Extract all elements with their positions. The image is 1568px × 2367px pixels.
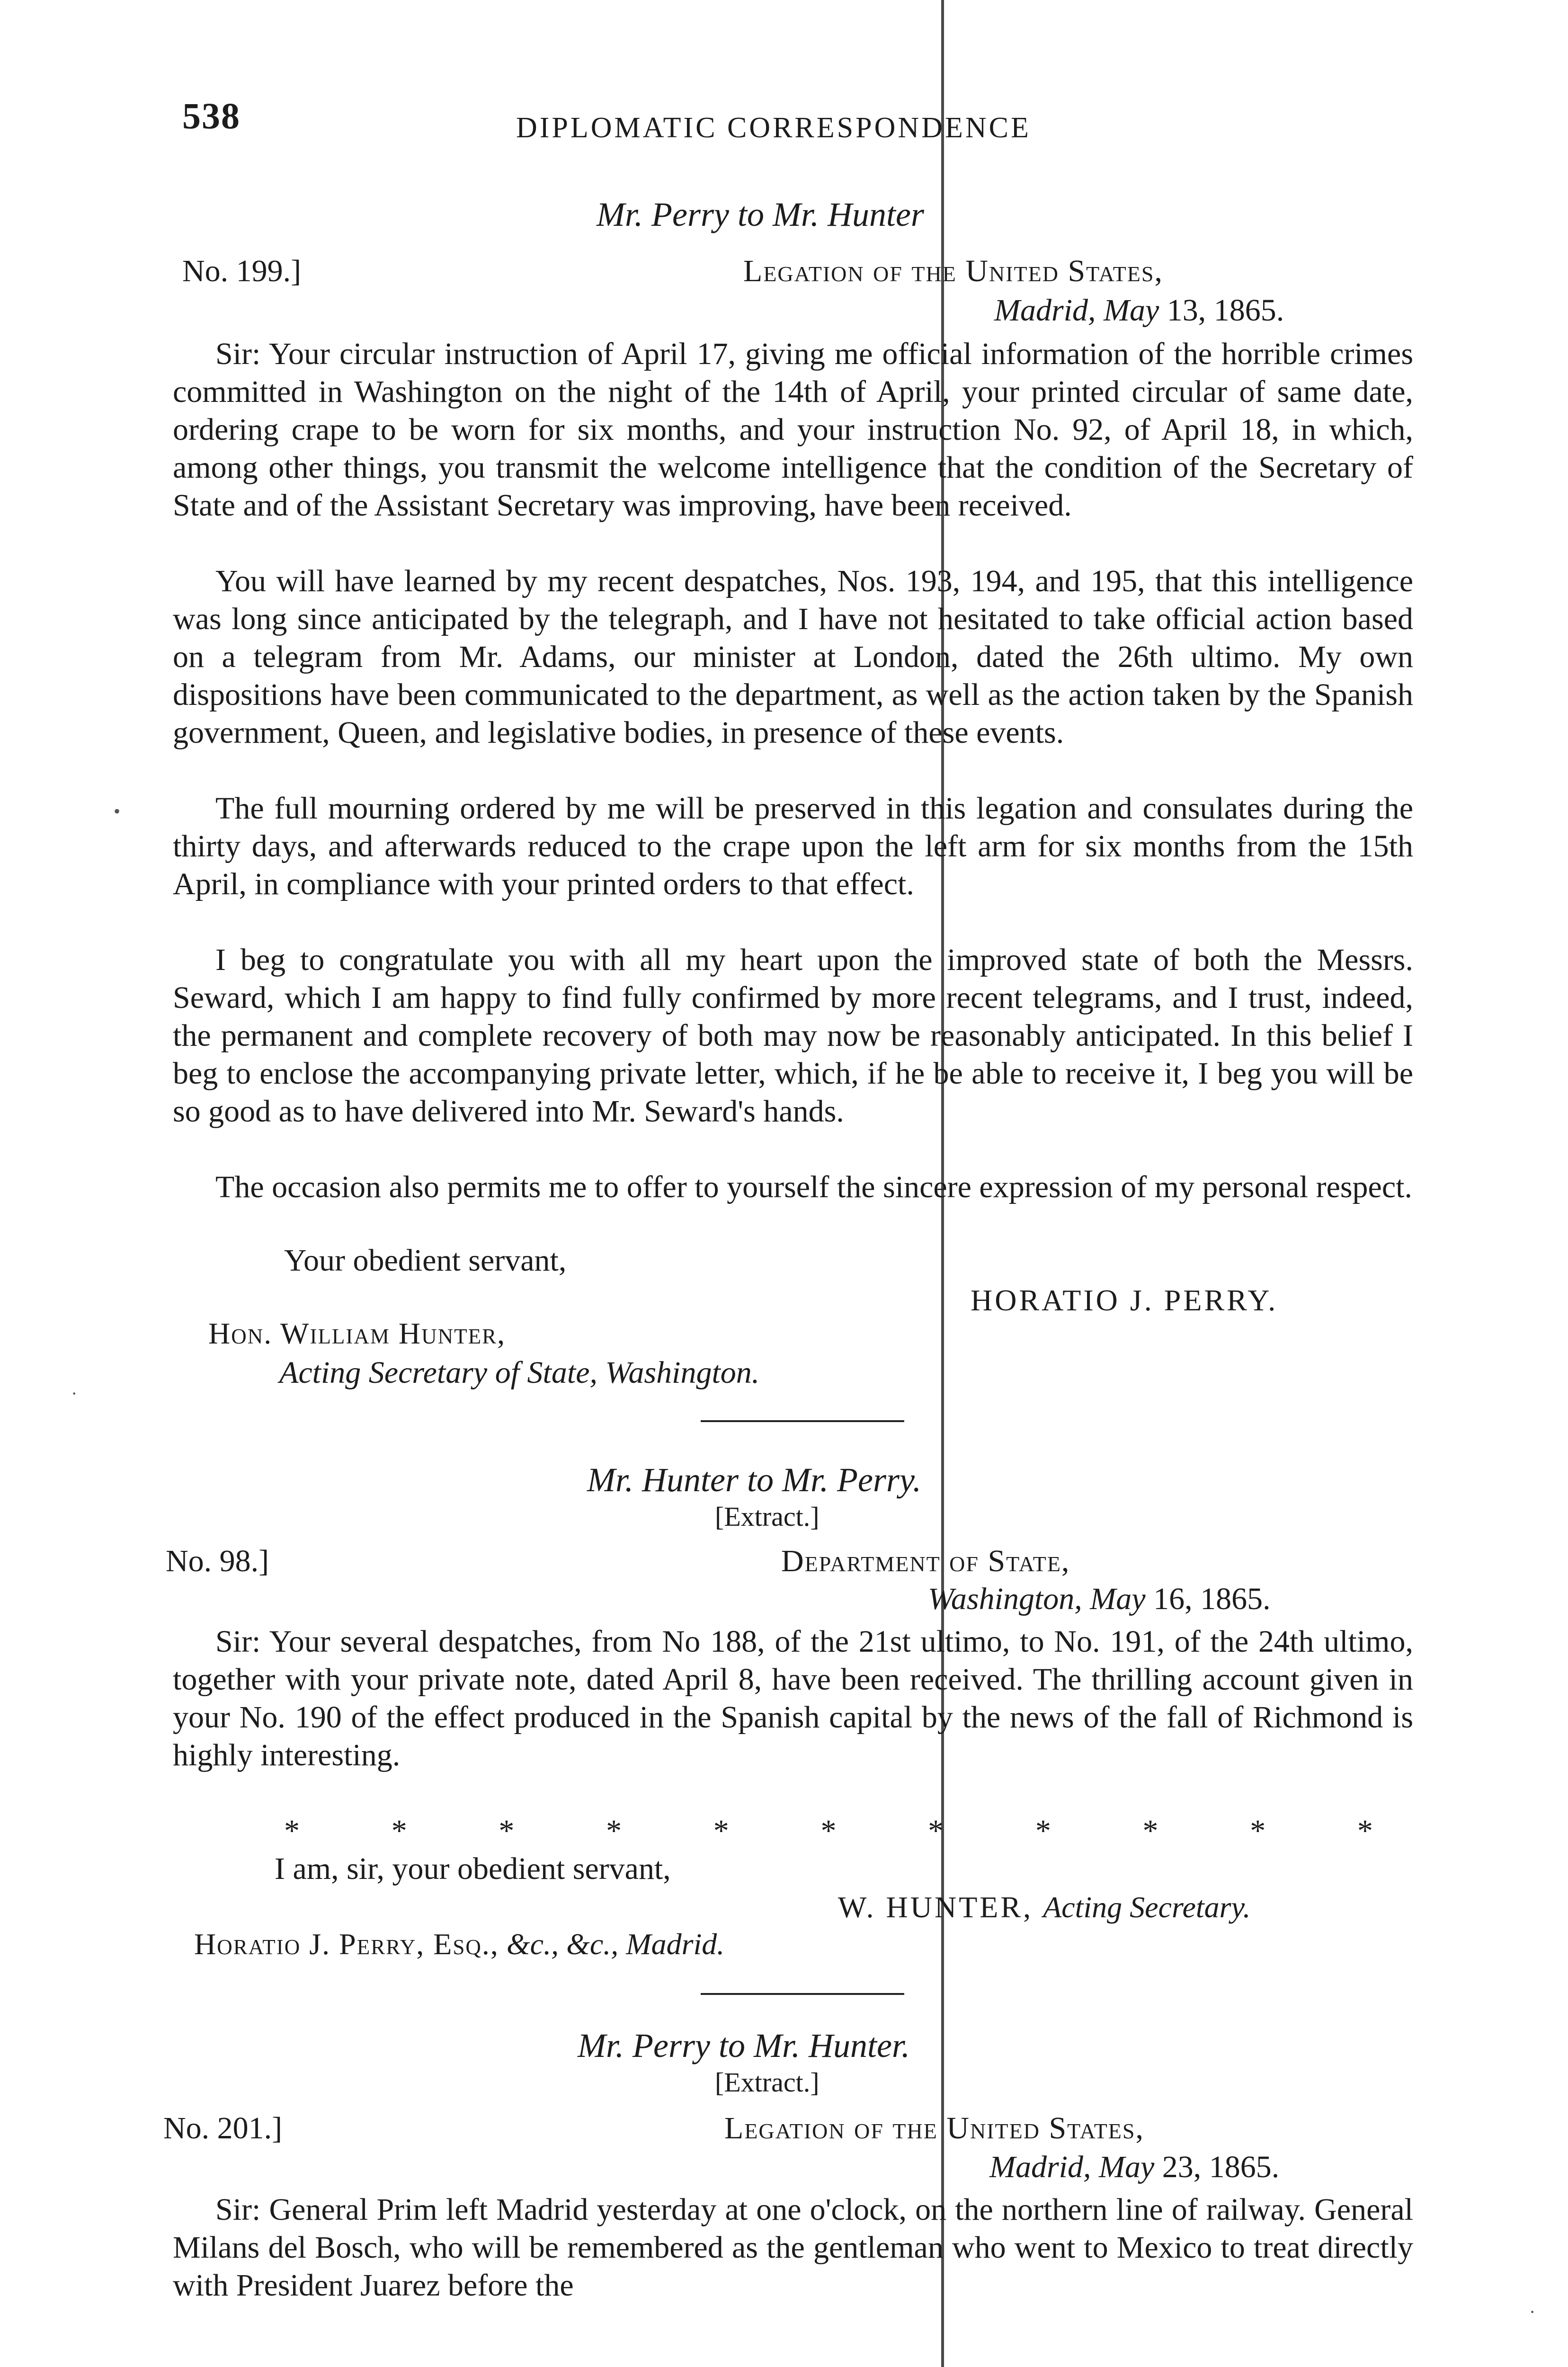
letter-1-number: No. 199.] [182, 254, 302, 288]
letter-2-signature [838, 1890, 1250, 1925]
letter-1-paragraph-4: I beg to congratulate you with all my heart upon the improved state of both the Messrs. Seward, which I am happy to find fully confirmed by more recent telegrams, and I trust, indeed, the permanent and complete recovery of both may now be reasonably anticipated. In this belief I beg to enclose the accompanying private letter, which, if he be able to receive it, I beg you will be so good as to have delivered into Mr. Seward's hands. [173, 943, 1413, 1129]
letter-1-paragraph-1: Sir: Your circular instruction of April 17, giving me official information of the horrible crimes committed in Washington on the night of the 14th of April, your printed circular of same date, ordering crape to be worn for six months, and your instruction No. 92, of April 18, in which, among other things, you transmit the welcome intelligence that the condition of the Secretary of State and of the Assistant Secretary was improving, have been received. [173, 337, 1413, 523]
margin-speck-mark: • [114, 801, 121, 822]
margin-speck-mark: · [1529, 2301, 1536, 2323]
letter-2-number: No. 98.] [166, 1544, 269, 1578]
star-mark: * [713, 1814, 729, 1848]
star-mark: * [928, 1814, 944, 1848]
page-number: 538 [182, 95, 241, 136]
star-mark: * [820, 1814, 837, 1848]
star-mark: * [284, 1814, 300, 1848]
ellipsis-stars [284, 1813, 1373, 1849]
letter-2-addressee [194, 1927, 724, 1962]
letter-1-signature: HORATIO J. PERRY. [971, 1283, 1278, 1317]
margin-speck-mark: · [71, 1383, 78, 1404]
letter-2-date-rest: 16, 1865. [1153, 1582, 1271, 1616]
letter-3-date-place: Madrid, [989, 2150, 1091, 2184]
letter-1-closing: Your obedient servant, [284, 1243, 567, 1278]
letter-3-date [989, 2149, 1279, 2185]
letter-2-location: Department of State, [781, 1544, 1070, 1578]
letter-2-heading: Mr. Hunter to Mr. Perry. [587, 1461, 921, 1499]
letter-1-addressee-name: Hon. William Hunter, [208, 1317, 506, 1350]
letter-3-date-month: May [1099, 2150, 1155, 2184]
letter-1-date-month: May [1104, 293, 1159, 328]
section-rule [701, 1993, 904, 1995]
letter-2-date-month: May [1090, 1582, 1146, 1616]
letter-2-extract: [Extract.] [715, 1501, 820, 1532]
letter-3-date-rest: 23, 1865. [1162, 2150, 1280, 2184]
letter-2-addressee-title: &c., &c., Madrid. [506, 1927, 725, 1961]
section-rule [701, 1420, 904, 1422]
star-mark: * [1035, 1814, 1051, 1848]
letter-3-heading: Mr. Perry to Mr. Hunter. [578, 2027, 910, 2064]
star-mark: * [1250, 1814, 1266, 1848]
letter-1-heading: Mr. Perry to Mr. Hunter [597, 196, 924, 233]
letter-1-date [994, 293, 1284, 329]
star-mark: * [391, 1814, 407, 1848]
letter-1-date-place: Madrid, [994, 293, 1096, 328]
letter-1-paragraph-5: The occasion also permits me to offer to yourself the sincere expression of my personal respect. [215, 1170, 1412, 1204]
letter-2-closing: I am, sir, your obedient servant, [275, 1851, 671, 1886]
letter-1-paragraph-2: You will have learned by my recent despatches, Nos. 193, 194, and 195, that this intelligence was long since anticipated by the telegraph, and I have not hesitated to take official action based on a telegram from Mr. Adams, our minister at London, dated the 26th ultimo. My own dispositions have been communicated to the department, as well as the action taken by the Spanish government, Queen, and legislative bodies, in presence of these events. [173, 564, 1413, 750]
star-mark: * [606, 1814, 622, 1848]
letter-2-signature-title: Acting Secretary. [1043, 1890, 1251, 1924]
star-mark: * [1142, 1814, 1158, 1848]
letter-3-paragraph-1: Sir: General Prim left Madrid yesterday at one o'clock, on the northern line of railway. General Milans del Bosch, who will be remembered as the gentleman who went to Mexico to treat directly with President Juarez before the [173, 2192, 1413, 2303]
star-mark: * [499, 1814, 515, 1848]
letter-2-date [928, 1581, 1271, 1617]
letter-2-signature-name: W. HUNTER, [838, 1890, 1033, 1924]
letter-1-date-rest: 13, 1865. [1167, 293, 1284, 328]
letter-2-paragraph-1: Sir: Your several despatches, from No 188, of the 21st ultimo, to No. 191, of the 24th ultimo, together with your private note, dated April 8, have been received. The thrilling account given in your No. 190 of the effect produced in the Spanish capital by the news of the fall of Richmond is highly interesting. [173, 1624, 1413, 1772]
letter-3-number: No. 201.] [163, 2111, 283, 2145]
letter-1-location: Legation of the United States, [743, 254, 1163, 288]
running-head: DIPLOMATIC CORRESPONDENCE [516, 112, 1031, 144]
letter-1-addressee-title: Acting Secretary of State, Washington. [279, 1355, 760, 1390]
letter-3-location: Legation of the United States, [724, 2111, 1144, 2145]
letter-3-extract: [Extract.] [715, 2067, 820, 2098]
letter-2-addressee-name: Horatio J. Perry, Esq., [194, 1927, 499, 1961]
star-mark: * [1357, 1814, 1373, 1848]
letter-2-date-place: Washington, [928, 1582, 1082, 1616]
letter-1-paragraph-3: The full mourning ordered by me will be preserved in this legation and consulates during the thirty days, and afterwards reduced to the crape upon the left arm for six months from the 15th April, in compliance with your printed orders to that effect. [173, 791, 1413, 901]
